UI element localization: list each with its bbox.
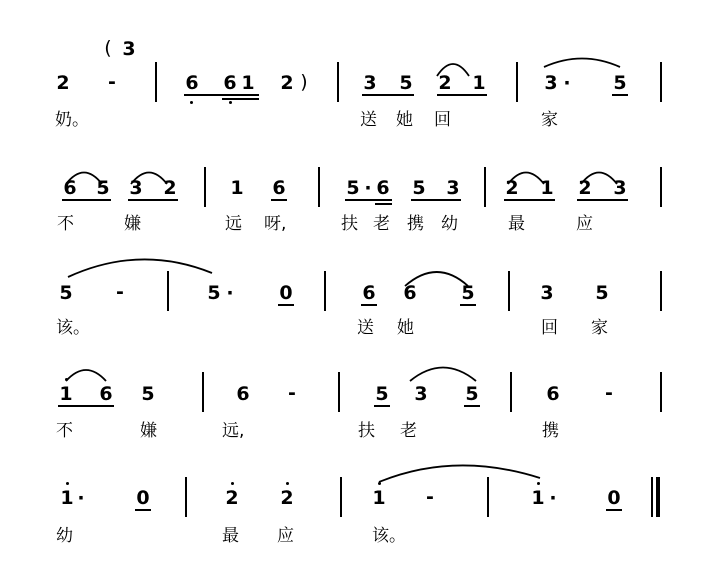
slur xyxy=(379,465,540,482)
rhythm-underline xyxy=(606,509,622,511)
octave-dot xyxy=(65,378,68,381)
note: · xyxy=(226,282,234,304)
note: · xyxy=(364,177,372,199)
note: 1 xyxy=(230,177,244,199)
lyric: 远 xyxy=(225,214,242,234)
note: 5 xyxy=(346,177,360,199)
bar-line xyxy=(318,167,320,207)
bar-line xyxy=(337,62,339,102)
bar-line xyxy=(660,271,662,311)
lyric: 回 xyxy=(541,318,558,338)
rhythm-underline xyxy=(612,94,628,96)
note: 2 xyxy=(280,487,294,509)
note: 2 xyxy=(163,177,177,199)
lyric: 家 xyxy=(591,318,608,338)
rhythm-underline xyxy=(184,94,259,96)
rhythm-underline xyxy=(460,304,476,306)
note: 3 xyxy=(363,72,377,94)
lyric: 送 xyxy=(360,110,377,130)
slur xyxy=(544,59,620,68)
note: 3 xyxy=(122,38,136,60)
octave-dot xyxy=(66,482,69,485)
note: 2 xyxy=(578,177,592,199)
rhythm-underline xyxy=(362,94,414,96)
bar-line xyxy=(508,271,510,311)
note: - xyxy=(116,281,124,303)
note: 5 xyxy=(141,383,155,405)
lyric: 送 xyxy=(357,318,374,338)
note: 5 xyxy=(59,282,73,304)
octave-dot xyxy=(190,101,193,104)
rhythm-underline xyxy=(271,199,287,201)
slur xyxy=(410,368,476,382)
lyric: 不 xyxy=(57,214,74,234)
rhythm-underline xyxy=(361,304,377,306)
note: 1 xyxy=(59,383,73,405)
rhythm-underline xyxy=(222,98,259,100)
lyric: 应 xyxy=(277,526,294,546)
slur xyxy=(66,370,106,381)
note: 5 xyxy=(595,282,609,304)
note: 3 xyxy=(129,177,143,199)
lyric: 呀, xyxy=(264,214,287,234)
rhythm-underline xyxy=(577,199,628,201)
lyric: 嫌 xyxy=(124,214,141,234)
bar-line xyxy=(510,372,512,412)
bar-line xyxy=(660,372,662,412)
note: 6 xyxy=(99,383,113,405)
note: - xyxy=(288,382,296,404)
note: 5 xyxy=(461,282,475,304)
note: 6 xyxy=(376,177,390,199)
lyric: 她 xyxy=(397,318,414,338)
lyric: 最 xyxy=(508,214,525,234)
octave-dot xyxy=(231,482,234,485)
note: 5 xyxy=(399,72,413,94)
note: 3 xyxy=(613,177,627,199)
lyric: 她 xyxy=(396,110,413,130)
note: 6 xyxy=(63,177,77,199)
rhythm-underline xyxy=(437,94,487,96)
note: - xyxy=(108,71,116,93)
note: 1 xyxy=(60,487,74,509)
octave-dot xyxy=(286,482,289,485)
note: 6 xyxy=(546,383,560,405)
note: 6 xyxy=(403,282,417,304)
lyric: 奶。 xyxy=(55,110,89,130)
note: 2 xyxy=(56,72,70,94)
note: 5 xyxy=(412,177,426,199)
bar-line xyxy=(516,62,518,102)
lyric: 最 xyxy=(222,526,239,546)
note: 5 xyxy=(465,383,479,405)
slur xyxy=(68,259,212,277)
lyric: 老 xyxy=(373,214,390,234)
note: ) xyxy=(300,71,308,93)
note: 5 xyxy=(207,282,221,304)
note: 5 xyxy=(613,72,627,94)
rhythm-underline xyxy=(411,199,461,201)
note: - xyxy=(605,382,613,404)
note: 1 xyxy=(540,177,554,199)
lyric: 幼 xyxy=(56,526,73,546)
lyric: 不 xyxy=(56,421,73,441)
note: 3 xyxy=(446,177,460,199)
bar-line xyxy=(340,477,342,517)
lyric: 嫌 xyxy=(140,421,157,441)
note: 2 xyxy=(505,177,519,199)
note: 6 xyxy=(362,282,376,304)
lyric: 家 xyxy=(541,110,558,130)
bar-line xyxy=(185,477,187,517)
note: 3 xyxy=(540,282,554,304)
note: ( xyxy=(104,37,112,59)
note: 6 xyxy=(236,383,250,405)
lyric: 该。 xyxy=(56,318,90,338)
bar-line xyxy=(484,167,486,207)
final-bar-line-thick xyxy=(656,477,660,517)
bar-line xyxy=(155,62,157,102)
note: 3 xyxy=(544,72,558,94)
lyric: 扶 xyxy=(358,421,375,441)
bar-line xyxy=(487,477,489,517)
lyric: 该。 xyxy=(372,526,406,546)
note: 1 xyxy=(472,72,486,94)
note: · xyxy=(549,487,557,509)
note: 5 xyxy=(375,383,389,405)
lyric: 扶 xyxy=(341,214,358,234)
rhythm-underline xyxy=(345,199,392,201)
note: 6 xyxy=(223,72,237,94)
note: 0 xyxy=(136,487,150,509)
lyric: 应 xyxy=(576,214,593,234)
lyric: 携 xyxy=(407,214,424,234)
lyric: 老 xyxy=(400,421,417,441)
bar-line xyxy=(660,167,662,207)
rhythm-underline xyxy=(128,199,178,201)
note: 1 xyxy=(372,487,386,509)
note: 3 xyxy=(414,383,428,405)
note: 2 xyxy=(438,72,452,94)
rhythm-underline xyxy=(278,304,294,306)
rhythm-underline xyxy=(58,405,114,407)
note: 1 xyxy=(531,487,545,509)
note: 6 xyxy=(272,177,286,199)
note: · xyxy=(77,487,85,509)
note: 5 xyxy=(96,177,110,199)
note: 2 xyxy=(225,487,239,509)
rhythm-underline xyxy=(375,203,392,205)
note: 0 xyxy=(607,487,621,509)
note: 0 xyxy=(279,282,293,304)
note: 2 xyxy=(280,72,294,94)
rhythm-underline xyxy=(464,405,480,407)
note: 6 xyxy=(185,72,199,94)
lyric: 回 xyxy=(434,110,451,130)
lyric: 幼 xyxy=(441,214,458,234)
octave-dot xyxy=(229,101,232,104)
octave-dot xyxy=(537,482,540,485)
note: 1 xyxy=(241,72,255,94)
lyric: 远, xyxy=(222,421,245,441)
rhythm-underline xyxy=(62,199,111,201)
lyric: 携 xyxy=(542,421,559,441)
bar-line xyxy=(324,271,326,311)
rhythm-underline xyxy=(135,509,151,511)
bar-line xyxy=(338,372,340,412)
final-bar-line-thin xyxy=(651,477,653,517)
rhythm-underline xyxy=(374,405,390,407)
bar-line xyxy=(202,372,204,412)
rhythm-underline xyxy=(504,199,555,201)
bar-line xyxy=(660,62,662,102)
note: · xyxy=(563,72,571,94)
bar-line xyxy=(204,167,206,207)
bar-line xyxy=(167,271,169,311)
note: - xyxy=(426,486,434,508)
octave-dot xyxy=(378,482,381,485)
